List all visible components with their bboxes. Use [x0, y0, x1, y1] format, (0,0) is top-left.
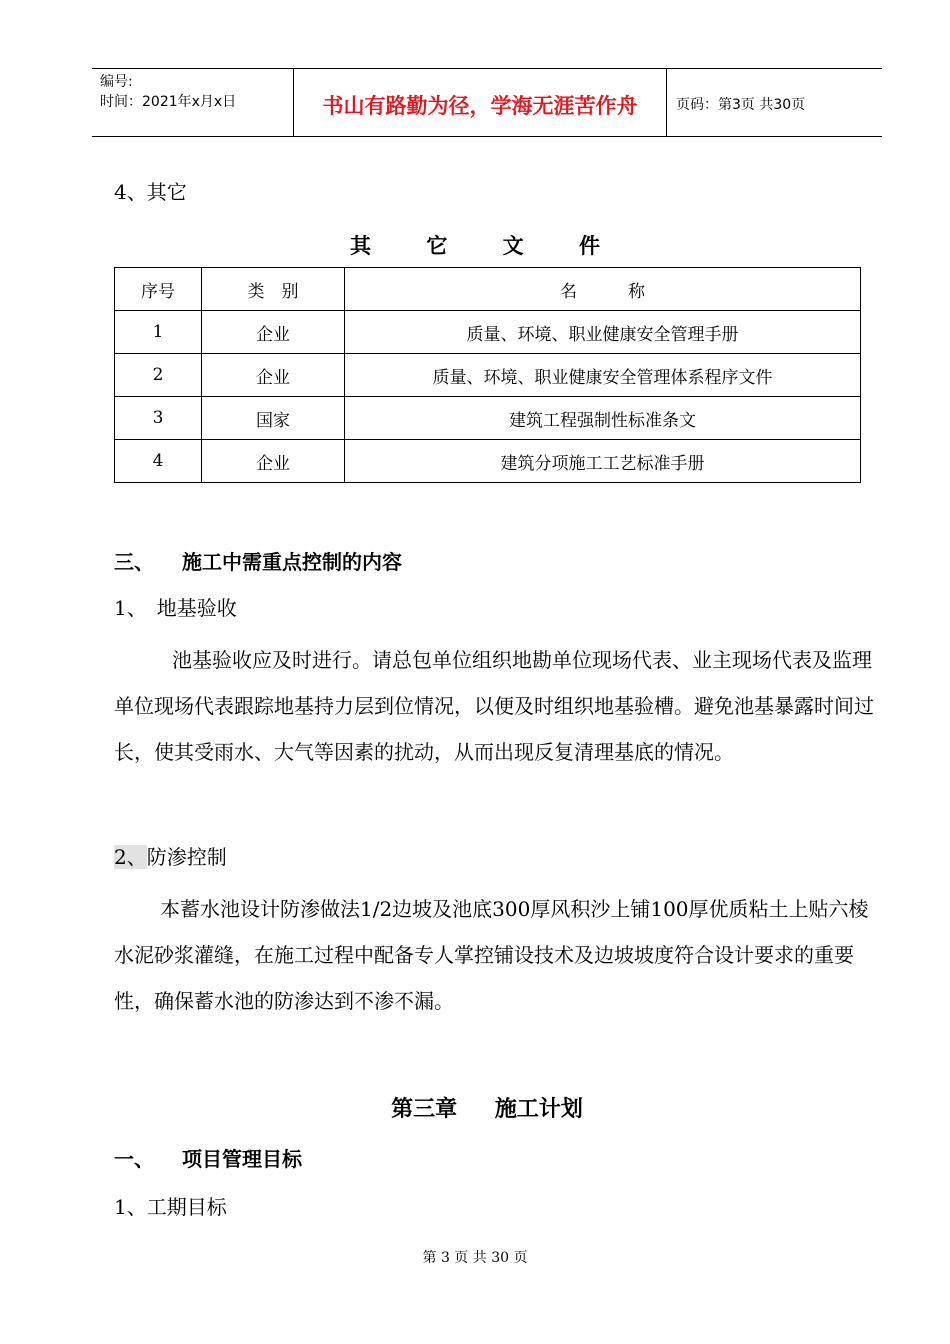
- item-number: 2、: [114, 845, 147, 869]
- paragraph-foundation: 池基验收应及时进行。请总包单位组织地勘单位现场代表、业主现场代表及监理单位现场代表跟踪地基持力层到位情况，以便及时组织地基验槽。避免池基暴露时间过长，使其受雨水、大气等因素的扰动，从而出现反复清理基底的情况。: [114, 648, 874, 764]
- column-header: 类 别: [202, 268, 345, 311]
- doc-number-label: 编号:: [100, 74, 133, 90]
- page-footer: 第 3 页 共 30 页: [422, 1250, 528, 1266]
- item-heading-seepage: [114, 843, 227, 871]
- table-cell: 质量、环境、职业健康安全管理体系程序文件: [345, 354, 861, 397]
- table-cell: 建筑分项施工工艺标准手册: [345, 440, 861, 483]
- table-row: [115, 311, 861, 354]
- header-divider: [666, 68, 667, 136]
- column-header: 序号: [115, 268, 202, 311]
- paragraph-seepage: 本蓄水池设计防渗做法1/2边坡及池底300厚风积沙上铺100厚优质粘土上贴六棱水泥砂浆灌缝，在施工过程中配备专人掌控铺设技术及边坡坡度符合设计要求的重要性，确保蓄水池的防渗达到不渗不漏。: [114, 897, 869, 1013]
- table-cell: 1: [115, 311, 202, 354]
- section-number: 三、: [114, 550, 154, 574]
- item-title: 防渗控制: [146, 845, 227, 869]
- item-heading-foundation: 1、 地基验收: [114, 596, 237, 620]
- table-cell: 企业: [202, 311, 345, 354]
- table-cell: 建筑工程强制性标准条文: [345, 397, 861, 440]
- table-cell: 质量、环境、职业健康安全管理手册: [345, 311, 861, 354]
- item-heading-schedule: 1、工期目标: [114, 1195, 227, 1219]
- table-cell: 2: [115, 354, 202, 397]
- table-row: [115, 397, 861, 440]
- table-row: [115, 354, 861, 397]
- subsection-title: 项目管理目标: [182, 1147, 302, 1171]
- table-cell: 国家: [202, 397, 345, 440]
- header-motto: 书山有路勤为径，学海无涯苦作舟: [322, 94, 638, 118]
- table-cell: 企业: [202, 440, 345, 483]
- table-cell: 企业: [202, 354, 345, 397]
- column-header: 名 称: [345, 268, 861, 311]
- header-bottom-border: [92, 136, 882, 137]
- doc-time-label: 时间：2021年x月x日: [100, 94, 237, 110]
- header-page-label: 页码：第3页 共30页: [676, 97, 806, 113]
- other-documents-table: [114, 267, 861, 483]
- section-heading-other: 4、其它: [114, 180, 187, 204]
- subsection-heading: [114, 1143, 302, 1172]
- header-top-border: [92, 68, 882, 69]
- chapter-title: 第三章 施工计划: [391, 1097, 583, 1122]
- table-header-row: [115, 268, 861, 311]
- section-heading-3: [114, 546, 402, 575]
- section-title: 施工中需重点控制的内容: [182, 550, 402, 574]
- table-cell: 3: [115, 397, 202, 440]
- table-cell: 4: [115, 440, 202, 483]
- header-meta: [100, 72, 236, 112]
- table-title: 其 它 文 件: [350, 234, 624, 258]
- subsection-number: 一、: [114, 1147, 154, 1171]
- table-row: [115, 440, 861, 483]
